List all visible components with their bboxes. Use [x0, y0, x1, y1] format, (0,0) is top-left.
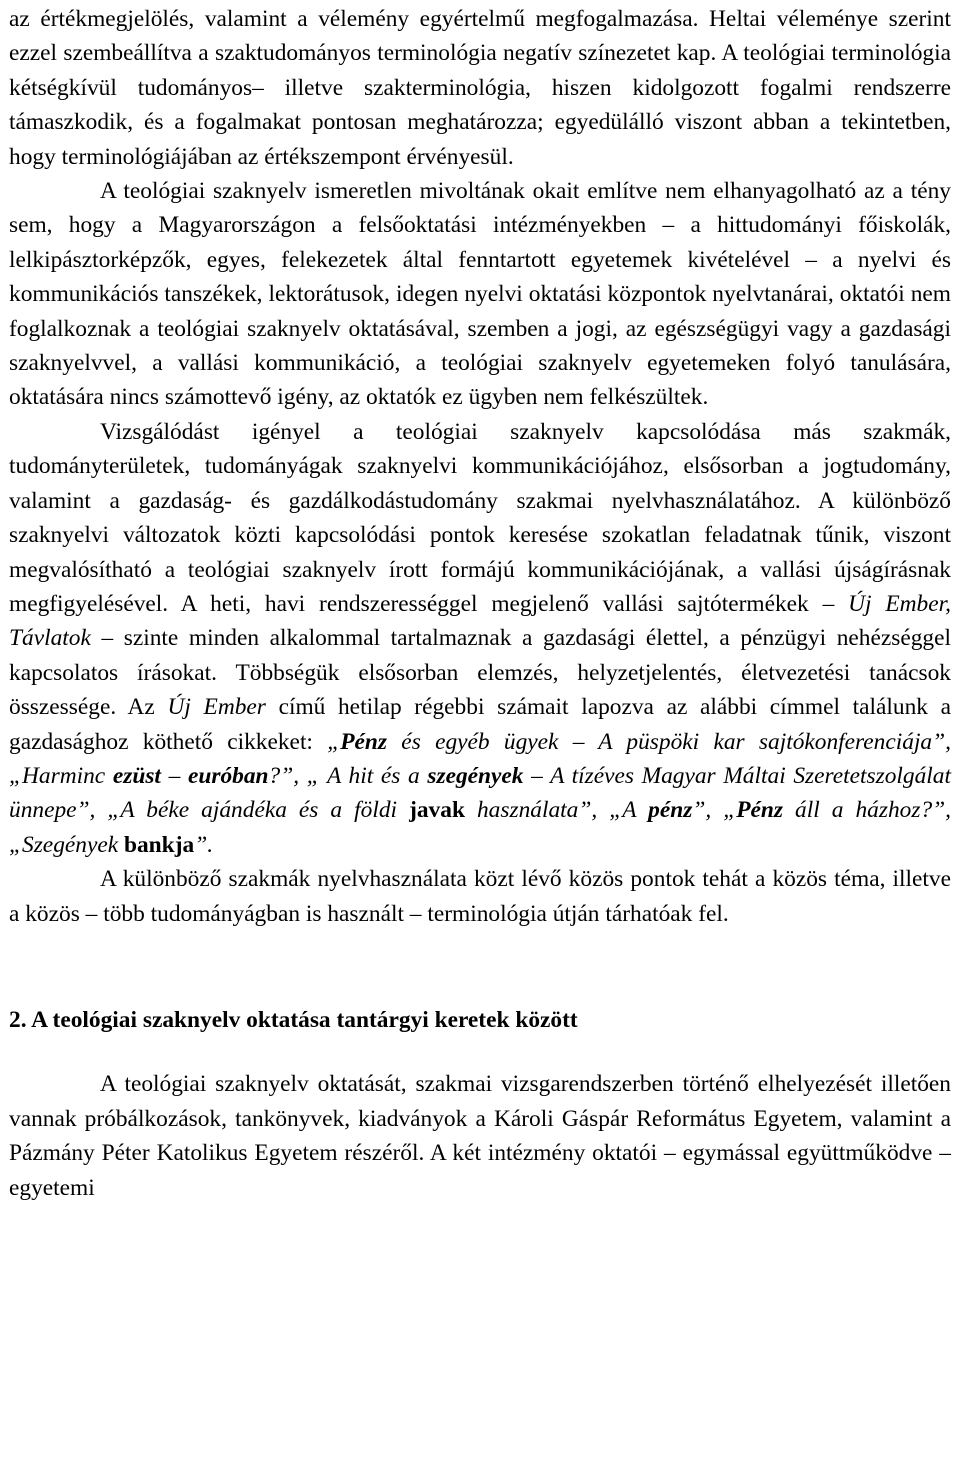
italic-text-run: Új Ember, Távlatok — [9, 590, 951, 652]
italic-text-run: ?”, „ A hit és a — [268, 762, 428, 789]
italic-text-run: – A tízéves Magyar Máltai Szeretetszolgálat ünnepe”, „A béke ajándéka és a földi — [9, 762, 952, 824]
italic-text-run: – — [160, 762, 188, 789]
section-heading: 2. A teológiai szaknyelv oktatása tantárgyi keretek között — [9, 1006, 578, 1033]
bold-italic-text-run: Pénz — [340, 728, 388, 755]
bold-text-run: javak — [409, 797, 465, 824]
paragraph-2: A teológiai szaknyelv ismeretlen mivoltának okait említve nem elhanyagolható az a tény sem, hogy a Magyarországon a felsőoktatási intézményekben – a hittudományi főiskolák, lelkipásztorképzők, egyes, felekezetek által fenntartott egyetemek kivételével – a nyelvi és kommunikációs tanszékek, lektorátusok, idegen nyelvi oktatási központok nyelvtanárai, oktatói nem foglalkoznak a teológiai szaknyelv oktatásával, szemben a jogi, az egészségügyi vagy a gazdasági szaknyelvvel, a vallási kommunikáció, a teológiai szaknyelv egyetemeken folyó tanulására, oktatására nincs számottevő igény, az oktatók ez ügyben nem felkészültek. — [9, 178, 951, 411]
italic-text-run: ”, „ — [692, 797, 737, 824]
italic-text-run: áll a házhoz?”, „Szegények — [9, 797, 951, 858]
italic-text-run: Új Ember — [167, 694, 266, 721]
bold-italic-text-run: pénz — [648, 797, 693, 824]
paragraph-5: A teológiai szaknyelv oktatását, szakmai vizsgarendszerben történő elhelyezését illetően vannak próbálkozások, tankönyvek, kiadványok a Károli Gáspár Református Egyetem, valamint a Pázmány Péter Katolikus Egyetem részéről. A két intézmény oktatói – egymással együttműködve – egyetemi — [9, 1071, 951, 1201]
italic-text-run: használata”, „A — [464, 797, 649, 824]
bold-italic-text-run: euróban — [187, 762, 269, 789]
bold-italic-text-run: szegények — [427, 762, 524, 789]
paragraph-1: az értékmegjelölés, valamint a vélemény egyértelmű megfogalmazása. Heltai véleménye szerint ezzel szembeállítva a szaktudományos terminológia negatív színezetet kap. A teológiai terminológia kétségkívül tudományos– illetve szakterminológia, hiszen kidolgozott fogalmi rendszerre támaszkodik, és a fogalmakat pontosan meghatározza; egyedülálló viszont abban a tekintetben, hogy terminológiájában az értékszempont érvényesül. — [9, 6, 951, 170]
italic-text-run: „ — [327, 728, 341, 755]
bold-text-run: bankja — [123, 831, 195, 858]
italic-text-run: és egyéb ügyek – A püspöki kar sajtókonferenciája”, „Harminc — [9, 728, 951, 789]
paragraph-3: Vizsgálódást igényel a teológiai szaknyelv kapcsolódása más szakmák, tudományterületek, tudományágak szaknyelvi kommunikációjához, elsősorban a jogtudomány, valamint a gazdaság- és gazdálkodástudomány szakmai nyelvhasználatához. A különböző szaknyelvi változatok közti kapcsolódási pontok keresése szokatlan feladatnak tűnik, viszont megvalósítható a teológiai szaknyelv írott formájú kommunikációjának, a vallási újságírásnak megfigyelésével. A heti, havi rendszerességgel megjelenő vallási sajtótermékek – Új Ember, Távlatok – szinte minden alkalommal tartalmaznak a gazdasági élettel, a pénzügyi nehézséggel kapcsolatos írásokat. Többségük elsősorban elemzés, helyzetjelentés, életvezetési tanácsok összessége. Az Új Ember című hetilap régebbi számait lapozva az alábbi címmel találunk a gazdasághoz köthető cikkeket: „Pénz és egyéb ügyek – A püspöki kar sajtókonferenciája”, „Harminc ezüst – euróban?”, „ A hit és a szegények – A tízéves Magyar Máltai Szeretetszolgálat ünnepe”, „A béke ajándéka és a földi javak használata”, „A pénz”, „Pénz áll a házhoz?”, „Szegények bankja”. — [9, 418, 952, 858]
italic-text-run: ”. — [194, 831, 214, 858]
bold-italic-text-run: Pénz — [736, 797, 784, 824]
bold-italic-text-run: ezüst — [112, 762, 161, 789]
paragraph-4: A különböző szakmák nyelvhasználata közt lévő közös pontok tehát a közös téma, illetve a közös – több tudományágban is használt – terminológia útján tárhatóak fel. — [9, 866, 951, 927]
